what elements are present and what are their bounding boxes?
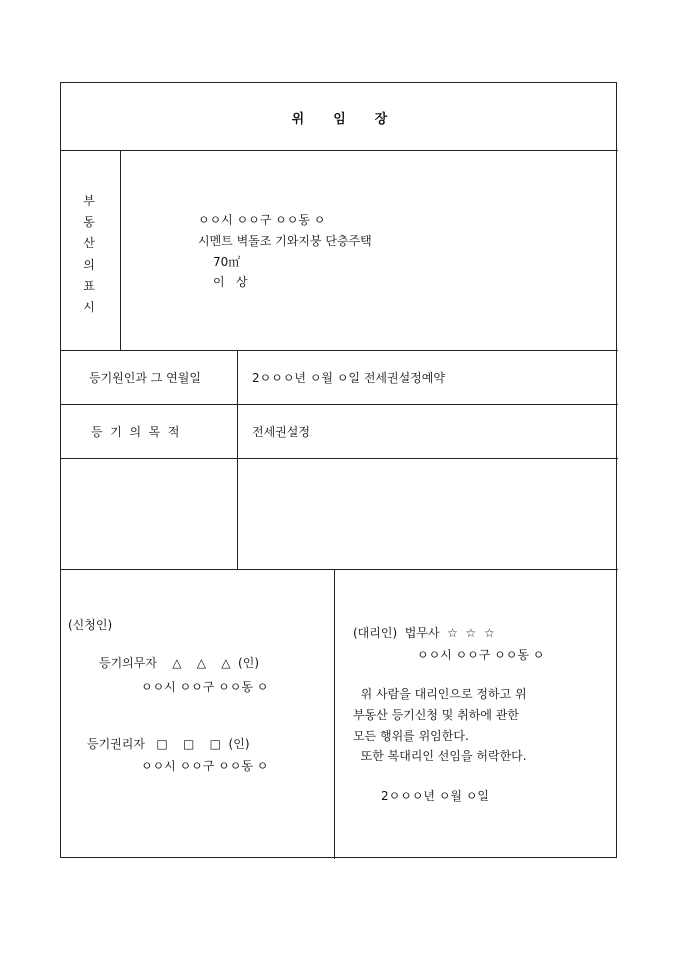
agent-body-line: 모든 행위를 위임한다. [353, 729, 469, 743]
property-label [81, 191, 97, 318]
purpose-label: 등 기 의 목 적 [91, 425, 180, 439]
divider-cause [61, 404, 618, 405]
property-address: ㅇㅇ시 ㅇㅇ구 ㅇㅇ동 ㅇ [198, 213, 326, 227]
property-area: 70㎡ [213, 255, 241, 269]
agent-date: 2ㅇㅇㅇ년 ㅇ월 ㅇ일 [381, 789, 490, 803]
property-label-char: 시 [83, 300, 95, 315]
divider-signature [334, 569, 335, 859]
divider-property [61, 350, 618, 351]
property-label-char: 의 [83, 257, 95, 272]
cause-value: 2ㅇㅇㅇ년 ㅇ월 ㅇ일 전세권설정예약 [252, 371, 445, 385]
divider-blank-row [61, 569, 618, 570]
divider-title [61, 150, 618, 151]
agent-body-line: 또한 복대리인 선임을 허락한다. [353, 749, 527, 763]
agent-body-line: 부동산 등기신청 및 취하에 관한 [353, 708, 519, 722]
applicant-heading: (신청인) [68, 618, 113, 632]
divider-purpose [61, 458, 618, 459]
document-title: 위임장 [291, 112, 417, 127]
purpose-value: 전세권설정 [252, 425, 310, 439]
agent-body-line: 위 사람을 대리인으로 정하고 위 [353, 687, 527, 701]
obligor-address: ㅇㅇ시 ㅇㅇ구 ㅇㅇ동 ㅇ [141, 680, 269, 694]
divider-label-column [237, 350, 238, 569]
cause-label: 등기원인과 그 연월일 [89, 371, 201, 385]
agent-heading: (대리인) 법무사 ☆ ☆ ☆ [353, 626, 495, 640]
obligor-line: 등기의무자 △ △ △ (인) [99, 656, 260, 670]
agent-address: ㅇㅇ시 ㅇㅇ구 ㅇㅇ동 ㅇ [417, 648, 545, 662]
property-label-char: 부 [83, 194, 95, 208]
property-label-char: 표 [83, 278, 95, 293]
property-label-char: 산 [83, 236, 95, 251]
holder-line: 등기권리자 □ □ □ (인) [87, 737, 250, 751]
divider-property-label [120, 150, 121, 350]
property-structure: 시멘트 벽돌조 기와지붕 단층주택 [198, 234, 372, 248]
property-label-char: 동 [83, 215, 95, 230]
holder-address: ㅇㅇ시 ㅇㅇ구 ㅇㅇ동 ㅇ [141, 759, 269, 773]
property-end: 이 상 [213, 275, 248, 289]
power-of-attorney-form [60, 82, 617, 858]
